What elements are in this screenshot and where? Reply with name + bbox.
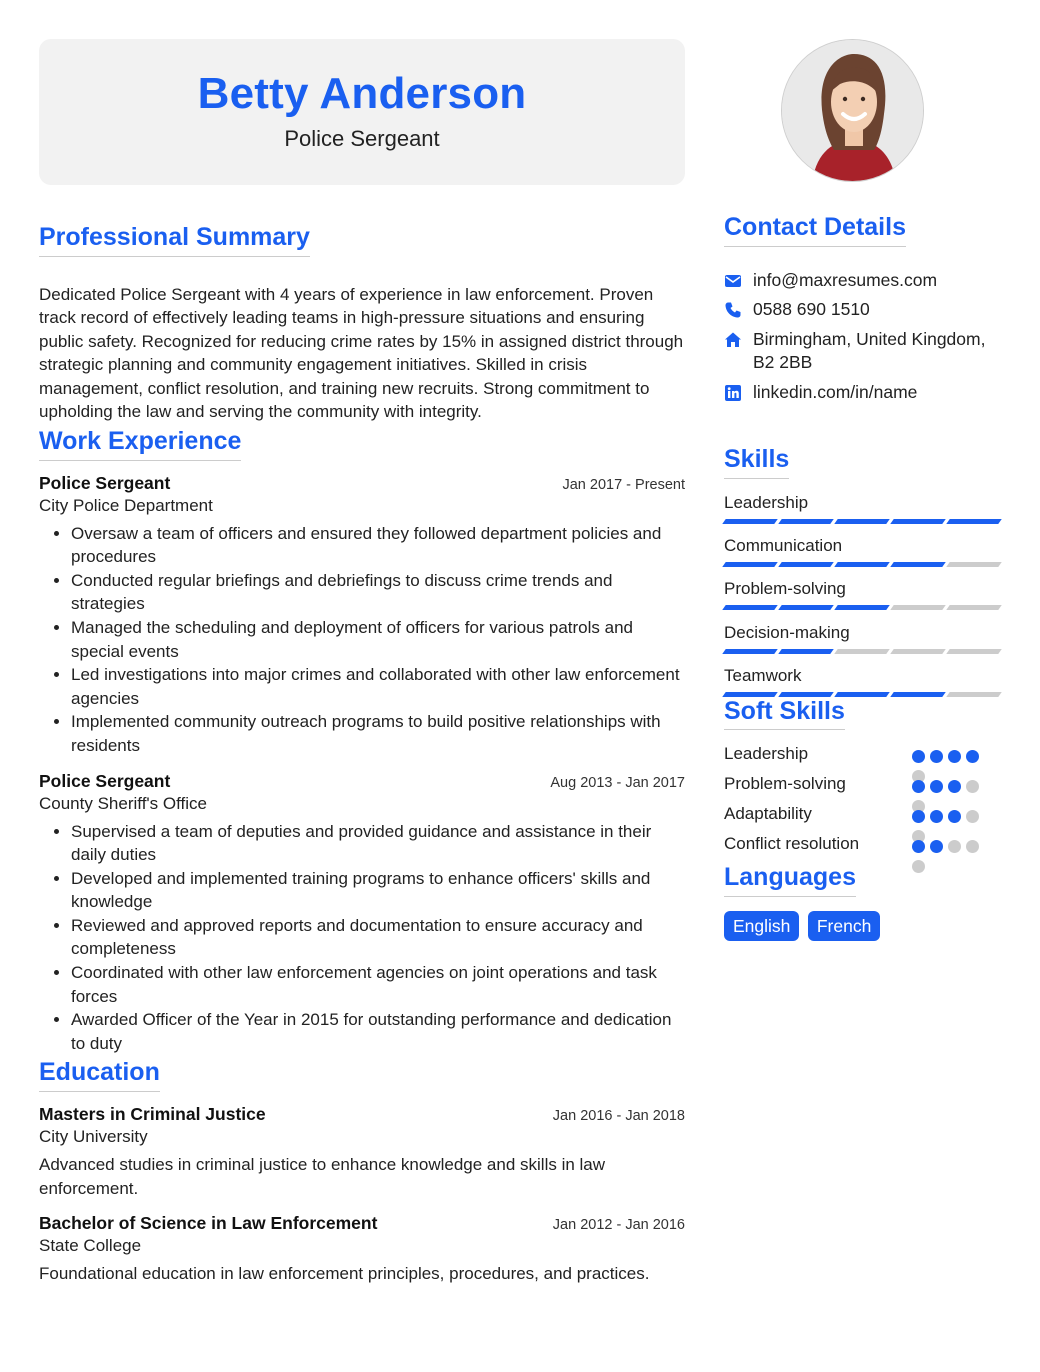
soft-skill-item xyxy=(724,834,1004,864)
address-line-2: B2 2BB xyxy=(753,352,813,372)
education-date: Jan 2012 - Jan 2016 xyxy=(552,1217,685,1234)
list-item: • Awarded Officer of the Year in 2015 for outstanding performance and dedication to duty xyxy=(71,1008,685,1055)
soft-skill-item xyxy=(724,744,1004,774)
skill-bar xyxy=(724,649,1004,654)
skill-segment-filled xyxy=(722,519,778,524)
skill-name: Leadership xyxy=(724,492,809,512)
skill-item xyxy=(724,579,1004,623)
address-text xyxy=(753,328,985,375)
linkedin-text: linkedin.com/in/name xyxy=(753,381,918,402)
skill-segment-filled xyxy=(946,519,1002,524)
job-date: Aug 2013 - Jan 2017 xyxy=(550,774,685,791)
rating-dot-empty xyxy=(966,780,979,793)
skill-segment-filled xyxy=(834,605,890,610)
soft-skill-item xyxy=(724,804,1004,834)
skill-segment-filled xyxy=(890,692,946,697)
sidebar-column xyxy=(724,214,1004,941)
list-item: • Developed and implemented training programs to enhance officers' skills and knowledge xyxy=(71,867,685,914)
job-org: City Police Department xyxy=(39,495,213,515)
summary-heading: Professional Summary xyxy=(39,224,310,257)
skill-segment-filled xyxy=(778,519,834,524)
email-text: info@maxresumes.com xyxy=(753,269,938,290)
job-date: Jan 2017 - Present xyxy=(562,476,685,493)
skill-segment-filled xyxy=(778,649,834,654)
degree-title: Bachelor of Science in Law Enforcement xyxy=(39,1213,378,1234)
rating-dot-filled xyxy=(966,750,979,763)
job-title: Police Sergeant xyxy=(39,472,171,493)
profile-photo xyxy=(781,39,924,182)
envelope-icon xyxy=(724,272,742,290)
school-name: City University xyxy=(39,1126,148,1146)
skill-segment-filled xyxy=(778,692,834,697)
address-line-1: Birmingham, United Kingdom, xyxy=(753,328,986,349)
list-item: • Managed the scheduling and deployment of officers for various patrols and special events xyxy=(71,616,685,663)
phone-text: 0588 690 1510 xyxy=(753,299,870,319)
language-tag: French xyxy=(808,911,880,941)
rating-dot-filled xyxy=(912,780,925,793)
phone-icon xyxy=(724,301,742,319)
rating-dot-empty xyxy=(966,840,979,853)
job-org: County Sheriff's Office xyxy=(39,793,207,813)
rating-dot-filled xyxy=(912,840,925,853)
languages-list xyxy=(724,911,1004,941)
list-item: • Conducted regular briefings and debriefings to discuss crime trends and strategies xyxy=(71,569,685,616)
contact-list xyxy=(724,269,1004,405)
candidate-name: Betty Anderson xyxy=(197,69,527,118)
skill-segment-empty xyxy=(946,692,1002,697)
job-bullets xyxy=(39,820,685,1056)
skill-segment-filled xyxy=(778,605,834,610)
skill-segment-filled xyxy=(890,562,946,567)
rating-dot-filled xyxy=(948,750,961,763)
skill-name: Problem-solving xyxy=(724,578,846,598)
soft-skills-heading: Soft Skills xyxy=(724,698,845,731)
skill-segment-filled xyxy=(890,519,946,524)
skill-segment-filled xyxy=(778,562,834,567)
education-entry xyxy=(39,1104,685,1200)
degree-title: Masters in Criminal Justice xyxy=(39,1103,266,1124)
education-desc: Advanced studies in criminal justice to enhance knowledge and skills in law enforcement. xyxy=(39,1154,606,1198)
list-item: • Implemented community outreach programs to build positive relationships with residents xyxy=(71,710,685,757)
skill-segment-filled xyxy=(834,519,890,524)
rating-dot-filled xyxy=(930,840,943,853)
rating-dot-filled xyxy=(930,780,943,793)
skill-segment-filled xyxy=(722,562,778,567)
skill-item xyxy=(724,623,1004,666)
skills-heading: Skills xyxy=(724,446,789,479)
rating-dot-empty xyxy=(912,860,925,873)
skill-name: Teamwork xyxy=(724,665,802,685)
skill-name: Decision-making xyxy=(724,622,850,642)
skill-item xyxy=(724,536,1004,579)
soft-skill-name: Leadership xyxy=(724,744,809,763)
candidate-title: Police Sergeant xyxy=(284,126,440,151)
skill-segment-empty xyxy=(946,605,1002,610)
experience-heading: Work Experience xyxy=(39,428,241,461)
list-item: • Reviewed and approved reports and documentation to ensure accuracy and completeness xyxy=(71,914,685,961)
soft-skills-list xyxy=(724,744,1004,864)
skill-segment-empty xyxy=(946,649,1002,654)
contact-address xyxy=(724,328,1004,375)
job-bullets xyxy=(39,522,685,758)
job-title: Police Sergeant xyxy=(39,770,171,791)
list-item: • Led investigations into major crimes and collaborated with other law enforcement agencies xyxy=(71,663,685,710)
summary-text: Dedicated Police Sergeant with 4 years of experience in law enforcement. Proven track record of effectively leading teams in high-pressure situations and ensuring public safety. Recognized for reducing crime rates by 15% in assigned district through strategic planning and community engagement initiatives. Skilled in crisis management, conflict resolution, and training new recruits. Strong commitment to upholding the law and serving the community with integrity. xyxy=(39,284,684,422)
languages-heading: Languages xyxy=(724,864,856,897)
skill-item xyxy=(724,493,1004,536)
skill-segment-empty xyxy=(946,562,1002,567)
education-heading: Education xyxy=(39,1059,160,1092)
skill-segment-empty xyxy=(890,605,946,610)
soft-skill-name: Problem-solving xyxy=(724,774,846,793)
skill-segment-empty xyxy=(890,649,946,654)
education-desc: Foundational education in law enforcement principles, procedures, and practices. xyxy=(39,1264,650,1284)
portrait-image xyxy=(782,40,924,182)
rating-dot-filled xyxy=(948,780,961,793)
contact-heading: Contact Details xyxy=(724,214,906,247)
rating-dot-filled xyxy=(912,750,925,763)
soft-skill-item xyxy=(724,774,1004,804)
school-name: State College xyxy=(39,1236,142,1256)
list-item: • Supervised a team of deputies and provided guidance and assistance in their daily duties xyxy=(71,820,685,867)
skill-segment-empty xyxy=(834,649,890,654)
rating-dot-filled xyxy=(930,750,943,763)
soft-skill-name: Adaptability xyxy=(724,804,812,823)
soft-skill-rating xyxy=(912,840,994,880)
home-icon xyxy=(724,331,742,349)
header-card xyxy=(39,39,685,185)
skill-name: Communication xyxy=(724,535,843,555)
skill-item xyxy=(724,666,1004,698)
rating-dot-filled xyxy=(912,810,925,823)
skill-bar xyxy=(724,519,1004,524)
job-entry xyxy=(39,473,685,758)
skill-segment-filled xyxy=(834,562,890,567)
job-entry xyxy=(39,771,685,1056)
skill-segment-filled xyxy=(834,692,890,697)
list-item: • Oversaw a team of officers and ensured they followed department policies and procedures xyxy=(71,522,685,569)
rating-dot-empty xyxy=(948,840,961,853)
contact-linkedin[interactable] xyxy=(724,381,1004,405)
education-entry xyxy=(39,1213,685,1286)
soft-skill-name: Conflict resolution xyxy=(724,834,860,853)
contact-email[interactable] xyxy=(724,269,1004,293)
skill-segment-filled xyxy=(722,649,778,654)
contact-phone[interactable] xyxy=(724,298,1004,322)
skill-bar xyxy=(724,692,1004,697)
list-item: • Coordinated with other law enforcement agencies on joint operations and task forces xyxy=(71,961,685,1008)
skill-bar xyxy=(724,605,1004,610)
skill-segment-filled xyxy=(722,692,778,697)
skill-bar xyxy=(724,562,1004,567)
rating-dot-empty xyxy=(966,810,979,823)
rating-dot-filled xyxy=(930,810,943,823)
linkedin-icon xyxy=(724,384,742,402)
education-date: Jan 2016 - Jan 2018 xyxy=(552,1107,685,1124)
language-tag: English xyxy=(724,911,799,941)
skills-list xyxy=(724,493,1004,698)
main-column xyxy=(39,224,685,1286)
skill-segment-filled xyxy=(722,605,778,610)
rating-dot-filled xyxy=(948,810,961,823)
